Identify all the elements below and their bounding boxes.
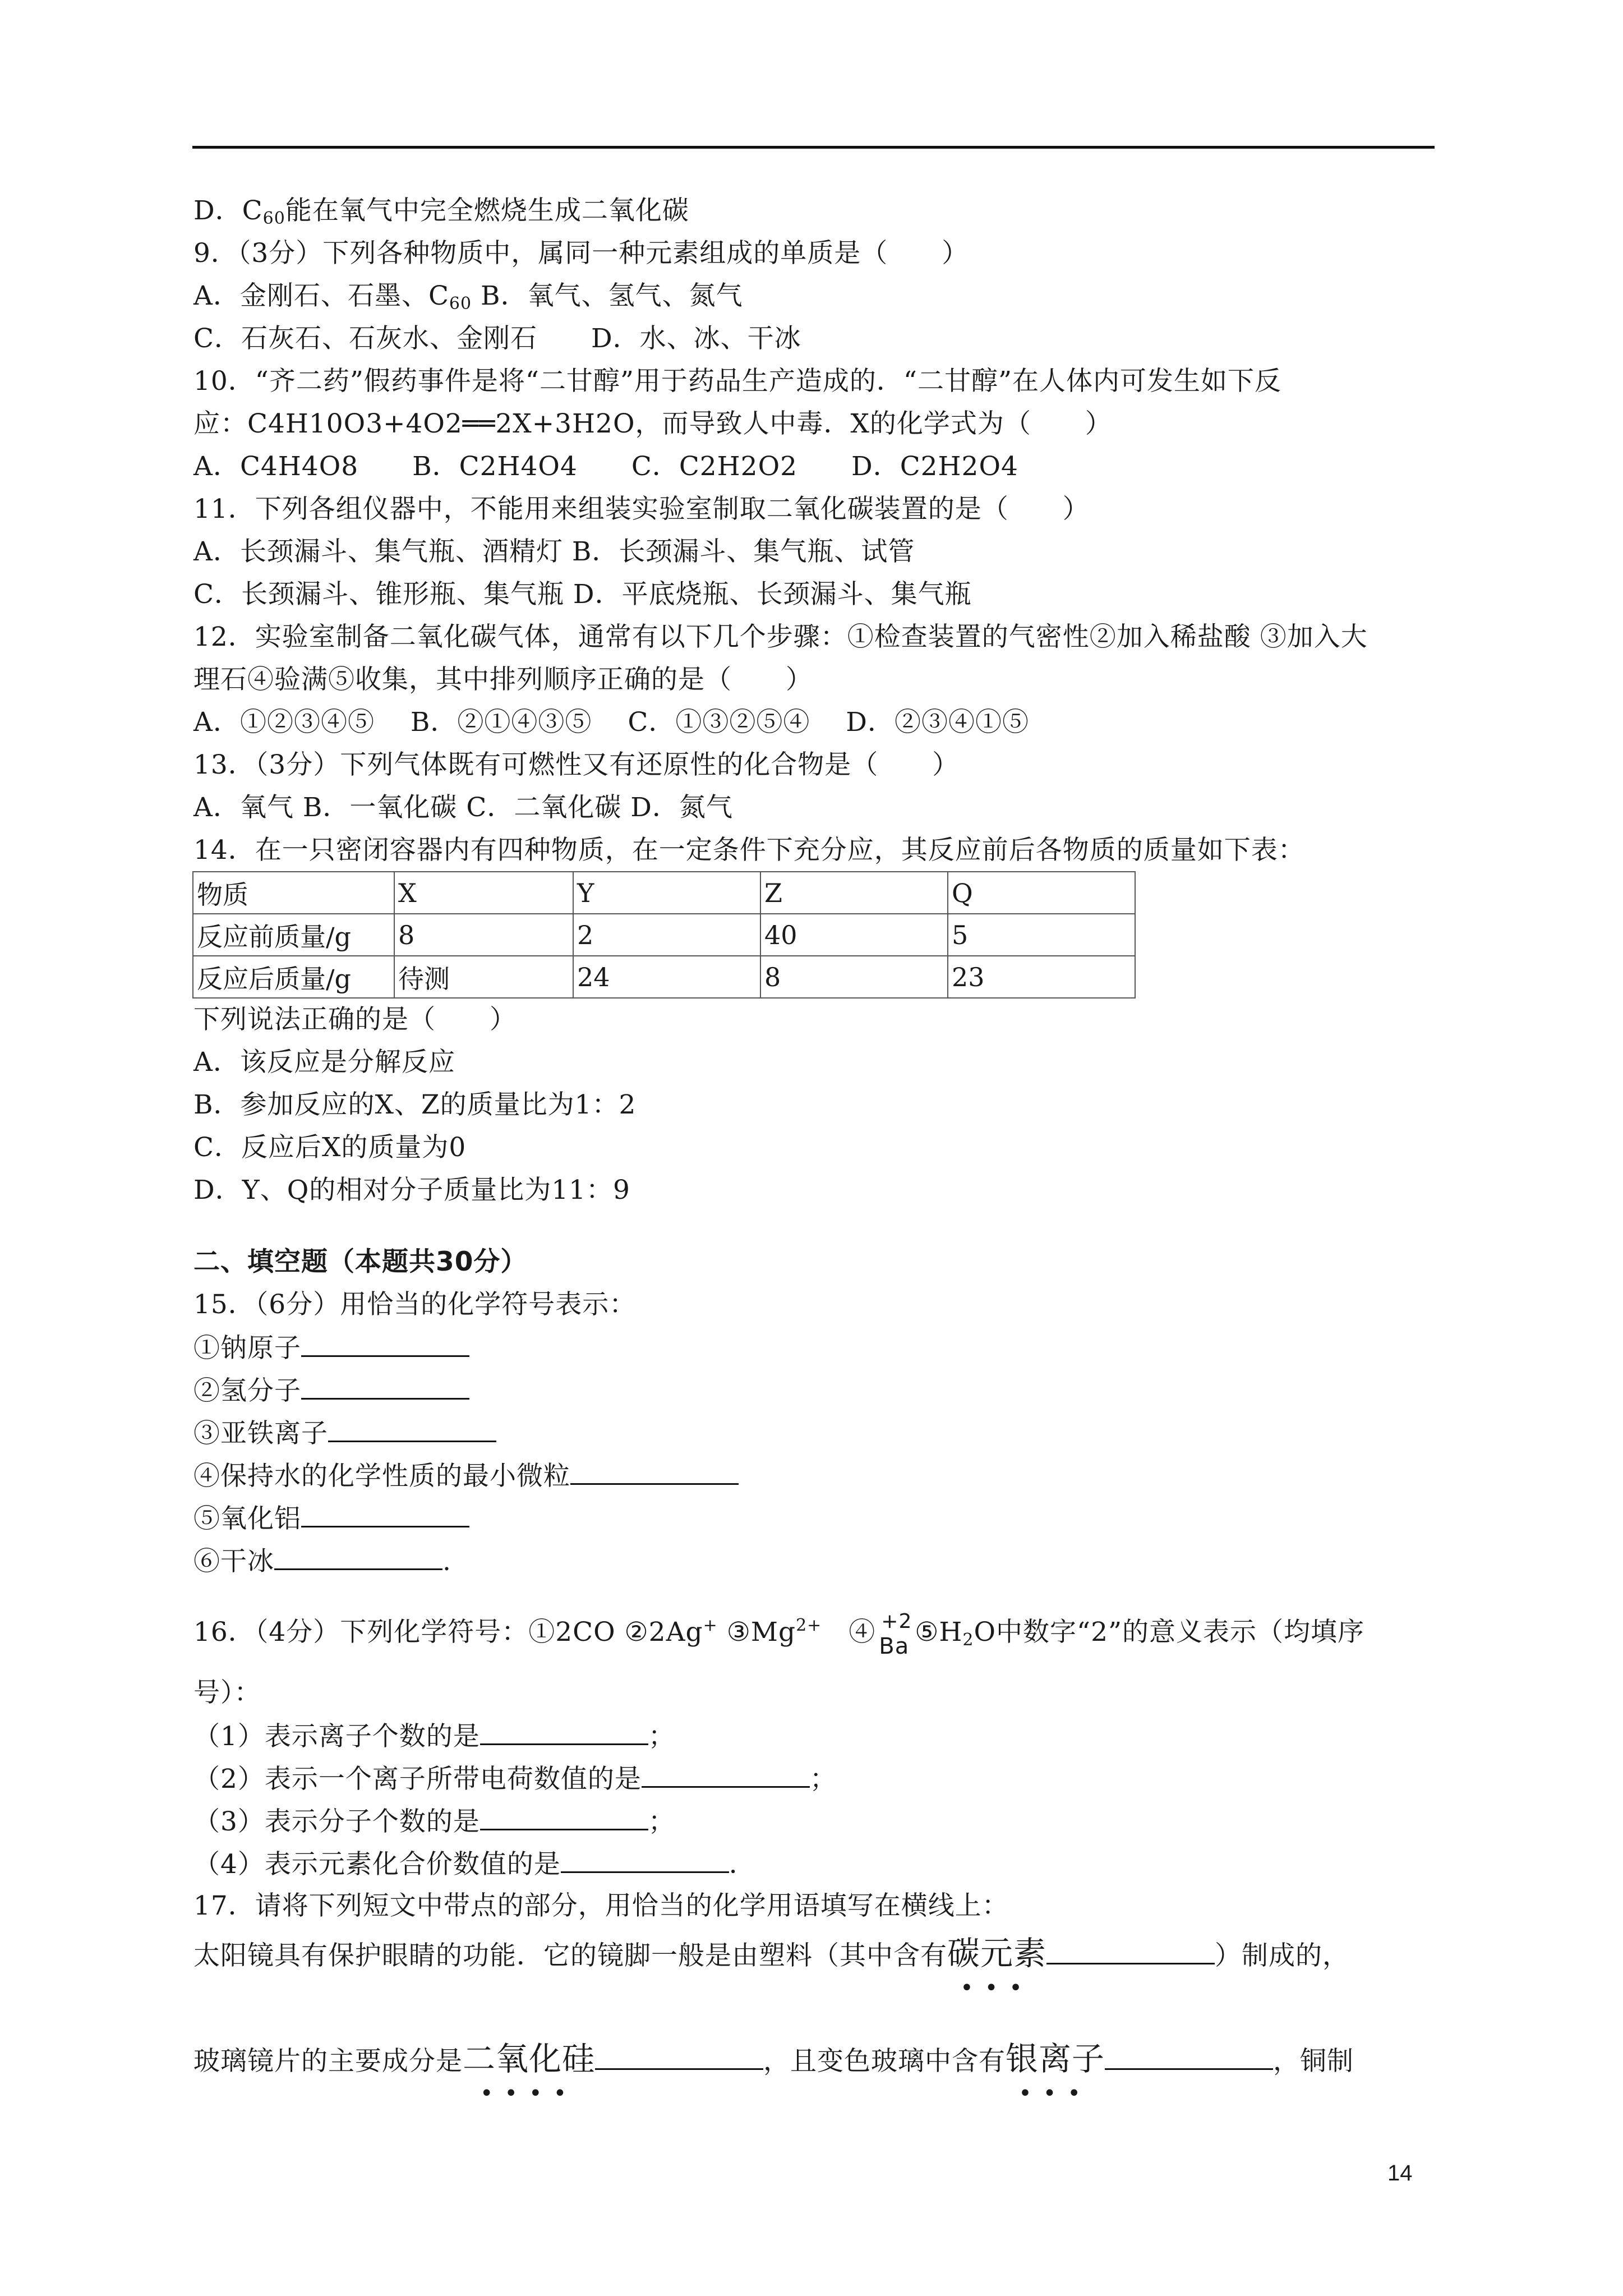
table-cell: Q (948, 872, 1135, 914)
table-cell: 反应前质量/g (193, 914, 394, 956)
q15-item-5: ⑤氧化铝 (193, 1501, 469, 1536)
page-number: 14 (1387, 2161, 1413, 2185)
mass-table (192, 871, 1136, 999)
q12-stem: 12．实验室制备二氧化碳气体，通常有以下几个步骤：①检查装置的气密性②加入稀盐酸 ③加入大 (193, 622, 1368, 652)
table-cell: Z (760, 872, 948, 914)
answer-blank[interactable] (480, 1719, 648, 1745)
q10-stem: 10．“齐二药”假药事件是将“二甘醇”用于药品生产造成的．“二甘醇”在人体内可发生如下反 (193, 366, 1281, 397)
q9-stem: 9．（3分）下列各种物质中，属同一种元素组成的单质是（ ） (193, 238, 969, 269)
answer-blank[interactable] (561, 1847, 729, 1873)
table-cell: 8 (394, 914, 573, 956)
q17-passage-2: 玻璃镜片的主要成分是二氧化硅 •••• ，且变色玻璃中含有银离子 ••• ，铜制 (193, 2042, 1354, 2078)
answer-blank[interactable] (642, 1761, 810, 1788)
q12-stem-2: 理石④验满⑤收集，其中排列顺序正确的是（ ） (193, 664, 813, 695)
q16-item-3: （3）表示分子个数的是 ； (193, 1804, 675, 1839)
q11-options-ab: A．长颈漏斗、集气瓶、酒精灯 B．长颈漏斗、集气瓶、试管 (193, 536, 915, 567)
q15-item-2: ②氢分子 (193, 1373, 469, 1408)
answer-blank[interactable] (328, 1416, 496, 1442)
answer-blank[interactable] (595, 2044, 763, 2070)
table-cell: X (394, 872, 573, 914)
table-cell: Y (573, 872, 760, 914)
dotted-term: 银离子 ••• (1006, 2042, 1105, 2076)
table-row (193, 914, 1135, 956)
table-cell: 40 (760, 914, 948, 956)
answer-blank[interactable] (301, 1373, 469, 1400)
q17-passage-1: 太阳镜具有保护眼睛的功能．它的镜脚一般是由塑料（其中含有碳元素 ••• ）制成的， (193, 1936, 1349, 1973)
q14-stem: 14．在一只密闭容器内有四种物质，在一定条件下充分应，其反应前后各物质的质量如下表： (193, 835, 1305, 866)
answer-blank[interactable] (301, 1331, 469, 1357)
barium-valence-symbol: +2 Ba (879, 1610, 912, 1659)
dotted-term: 碳元素 ••• (947, 1936, 1046, 1970)
table-cell: 8 (760, 956, 948, 998)
q14-prompt: 下列说法正确的是（ ） (193, 1004, 517, 1035)
header-rule (192, 146, 1435, 149)
table-cell: 物质 (193, 872, 394, 914)
q11-stem: 11．下列各组仪器中，不能用来组装实验室制取二氧化碳装置的是（ ） (193, 494, 1090, 524)
answer-blank[interactable] (301, 1501, 469, 1527)
table-cell: 24 (573, 956, 760, 998)
q15-stem: 15．（6分）用恰当的化学符号表示： (193, 1289, 637, 1320)
q8-option-d: D．$C_{60}$能在氧气中完全燃烧生成二氧化碳 (193, 195, 689, 228)
q14-option-c: C．反应后X的质量为0 (193, 1132, 467, 1163)
table-row (193, 956, 1135, 998)
answer-blank[interactable] (274, 1544, 442, 1570)
q15-item-6: ⑥干冰 . (193, 1544, 451, 1579)
table-cell: 2 (573, 914, 760, 956)
q16-item-4: （4）表示元素化合价数值的是 ． (193, 1847, 756, 1881)
section-heading: 二、填空题（本题共30分） (193, 1246, 528, 1277)
table-cell: 反应后质量/g (193, 956, 394, 998)
q15-item-1: ①钠原子 (193, 1331, 469, 1365)
q9-options-ab: A．金刚石、石墨、$C_{60}$ B．氧气、氢气、氮气 (193, 280, 743, 314)
table-cell: 5 (948, 914, 1135, 956)
answer-blank[interactable] (1105, 2044, 1273, 2070)
dotted-term: 二氧化硅 •••• (463, 2042, 595, 2076)
q10-stem-2: 应：C4H10O3+4O2══2X+3H2O，而导致人中毒．X的化学式为（ ） (193, 408, 1112, 439)
emphasis-dots: ••• (960, 1975, 1034, 2001)
emphasis-dots: ••• (1018, 2081, 1092, 2106)
q14-option-b: B．参加反应的X、Z的质量比为1：2 (193, 1089, 637, 1120)
table-cell: 23 (948, 956, 1135, 998)
table-cell: 待测 (394, 956, 573, 998)
q17-stem: 17．请将下列短文中带点的部分，用恰当的化学用语填写在横线上： (193, 1890, 1009, 1921)
q15-item-4: ④保持水的化学性质的最小微粒 (193, 1458, 739, 1493)
answer-blank[interactable] (480, 1804, 648, 1830)
q14-option-d: D．Y、Q的相对分子质量比为11：9 (193, 1175, 630, 1205)
q16-item-1: （1）表示离子个数的是 ； (193, 1719, 675, 1754)
q10-options: A．C4H4O8 B．C2H4O4 C．C2H2O2 D．C2H2O4 (193, 451, 1018, 482)
answer-blank[interactable] (1046, 1938, 1215, 1964)
q16-stem: 16．（4分）下列化学符号：①2CO ②2Ag+ $③Mg^{2+}$ ④ +2 Ba $⑤H_2O$中数字“2”的意义表示（均填序 (193, 1610, 1365, 1659)
q15-item-3: ③亚铁离子 (193, 1416, 496, 1451)
table-header-row (193, 872, 1135, 914)
emphasis-dots: •••• (479, 2081, 578, 2106)
answer-blank[interactable] (570, 1458, 739, 1485)
q14-option-a: A．该反应是分解反应 (193, 1047, 455, 1078)
q16-item-2: （2）表示一个离子所带电荷数值的是 ； (193, 1761, 837, 1796)
q13-stem: 13．（3分）下列气体既有可燃性又有还原性的化合物是（ ） (193, 749, 960, 780)
q11-options-cd: C．长颈漏斗、锥形瓶、集气瓶 D．平底烧瓶、长颈漏斗、集气瓶 (193, 579, 972, 610)
q12-options: A．①②③④⑤ B．②①④③⑤ C．①③②⑤④ D．②③④①⑤ (193, 707, 1029, 738)
q9-options-cd: C．石灰石、石灰水、金刚石 D．水、冰、干冰 (193, 323, 801, 354)
q13-options: A．氧气 B．一氧化碳 C．二氧化碳 D．氮气 (193, 792, 733, 823)
q16-stem-2: 号）： (193, 1677, 261, 1708)
